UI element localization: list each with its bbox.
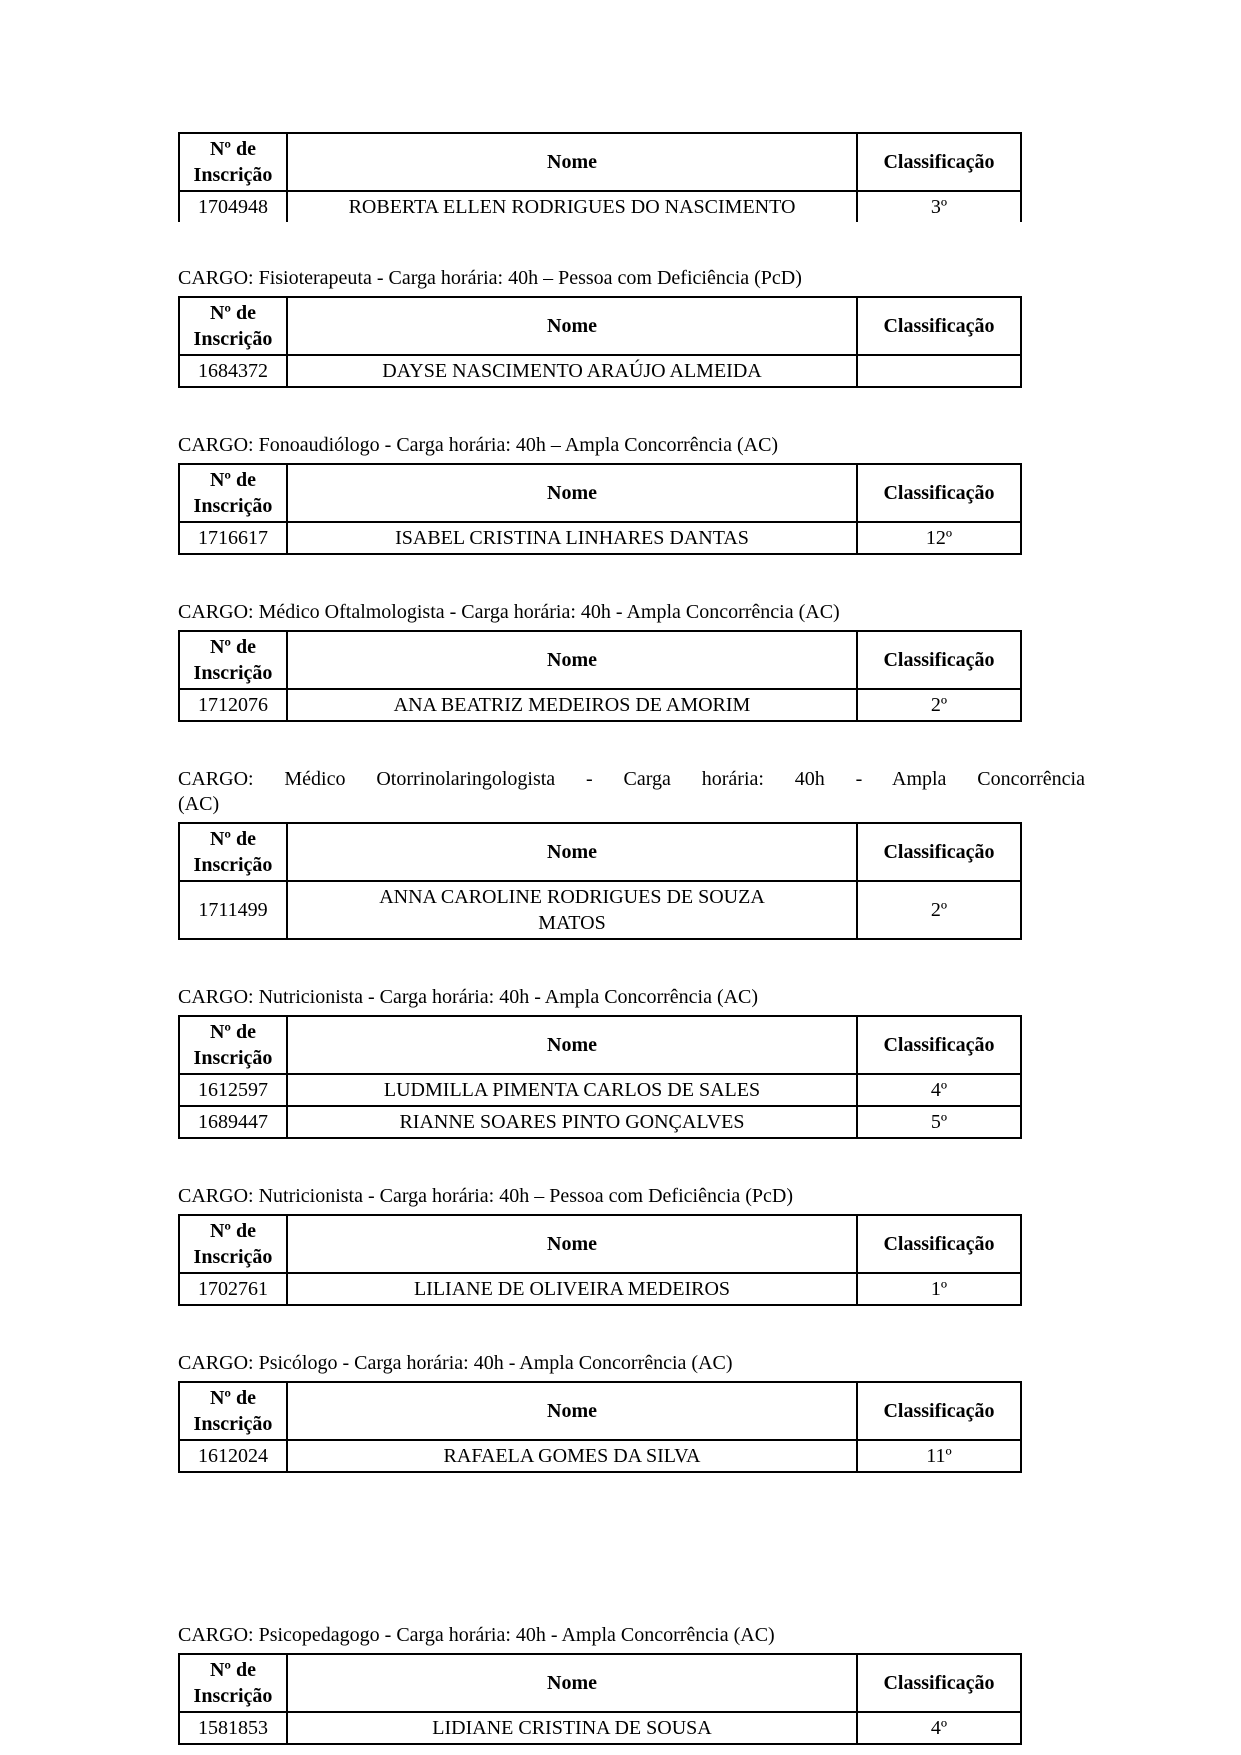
cell-inscricao: 1684372 [179, 355, 287, 387]
cargo-section [178, 600, 1241, 722]
table-header-row [179, 1654, 1021, 1712]
col-header-nome: Nome [287, 823, 857, 881]
col-header-classificacao: Classificação [857, 1382, 1021, 1440]
table-row [179, 1106, 1021, 1138]
cargo-section [178, 266, 1241, 388]
col-header-classificacao: Classificação [857, 631, 1021, 689]
cell-inscricao: 1689447 [179, 1106, 287, 1138]
cargo-heading: CARGO: Psicólogo - Carga horária: 40h - Ampla Concorrência (AC) [178, 1352, 733, 1374]
classification-table [178, 296, 1022, 388]
cell-classificacao: 12º [857, 522, 1021, 554]
cell-nome: ANA BEATRIZ MEDEIROS DE AMORIM [287, 689, 857, 721]
table-row [179, 1273, 1021, 1305]
cargo-section [178, 767, 1241, 940]
col-header-inscricao: Nº de Inscrição [179, 1016, 287, 1074]
table-row [179, 355, 1021, 387]
table-header-row [179, 1382, 1021, 1440]
table-row [179, 191, 1021, 222]
col-header-classificacao: Classificação [857, 1016, 1021, 1074]
document-page [178, 132, 1241, 1745]
col-header-nome: Nome [287, 1215, 857, 1273]
cell-nome: LUDMILLA PIMENTA CARLOS DE SALES [287, 1074, 857, 1106]
cell-classificacao: 4º [857, 1712, 1021, 1744]
cell-classificacao: 5º [857, 1106, 1021, 1138]
col-header-nome: Nome [287, 1382, 857, 1440]
cell-nome: DAYSE NASCIMENTO ARAÚJO ALMEIDA [287, 355, 857, 387]
cargo-heading-line1: CARGO: Médico Otorrinolaringologista - Carga horária: 40h - Ampla Concorrência [178, 768, 1085, 790]
cargo-section [178, 1623, 1241, 1745]
col-header-nome: Nome [287, 464, 857, 522]
cargo-heading: CARGO: Médico Oftalmologista - Carga horária: 40h - Ampla Concorrência (AC) [178, 601, 840, 623]
col-header-inscricao: Nº de Inscrição [179, 464, 287, 522]
table-header-row [179, 133, 1021, 191]
cargo-heading: CARGO: Nutricionista - Carga horária: 40h - Ampla Concorrência (AC) [178, 986, 759, 1008]
table-row [179, 522, 1021, 554]
col-header-classificacao: Classificação [857, 297, 1021, 355]
col-header-nome: Nome [287, 631, 857, 689]
col-header-classificacao: Classificação [857, 464, 1021, 522]
col-header-classificacao: Classificação [857, 1215, 1021, 1273]
cell-classificacao: 11º [857, 1440, 1021, 1472]
cell-inscricao: 1612597 [179, 1074, 287, 1106]
cell-nome: RIANNE SOARES PINTO GONÇALVES [287, 1106, 857, 1138]
table-header-row [179, 1016, 1021, 1074]
classification-table [178, 463, 1022, 555]
classification-table [178, 1015, 1022, 1139]
cargo-heading: CARGO: Psicopedagogo - Carga horária: 40h - Ampla Concorrência (AC) [178, 1624, 775, 1646]
table-header-row [179, 297, 1021, 355]
cell-inscricao: 1612024 [179, 1440, 287, 1472]
table-row [179, 881, 1021, 939]
table-header-row [179, 464, 1021, 522]
cell-inscricao: 1716617 [179, 522, 287, 554]
cell-nome [287, 881, 857, 939]
col-header-inscricao: Nº de Inscrição [179, 1215, 287, 1273]
cell-nome: RAFAELA GOMES DA SILVA [287, 1440, 857, 1472]
cell-classificacao: 1º [857, 1273, 1021, 1305]
col-header-inscricao: Nº de Inscrição [179, 631, 287, 689]
cell-nome: ROBERTA ELLEN RODRIGUES DO NASCIMENTO [287, 191, 857, 222]
col-header-nome: Nome [287, 133, 857, 191]
cell-nome: LIDIANE CRISTINA DE SOUSA [287, 1712, 857, 1744]
table-header-row [179, 1215, 1021, 1273]
col-header-classificacao: Classificação [857, 823, 1021, 881]
cell-inscricao: 1702761 [179, 1273, 287, 1305]
cell-nome-line1: ANNA CAROLINE RODRIGUES DE SOUZA [379, 886, 765, 908]
cargo-section [178, 1351, 1241, 1473]
cell-classificacao: 3º [857, 191, 1021, 222]
cell-inscricao: 1711499 [179, 881, 287, 939]
col-header-nome: Nome [287, 1016, 857, 1074]
col-header-inscricao: Nº de Inscrição [179, 297, 287, 355]
col-header-nome: Nome [287, 297, 857, 355]
table-row [179, 689, 1021, 721]
table-header-row [179, 823, 1021, 881]
col-header-nome: Nome [287, 1654, 857, 1712]
cell-nome-line2: MATOS [538, 912, 606, 934]
classification-table [178, 1653, 1022, 1745]
col-header-classificacao: Classificação [857, 133, 1021, 191]
table-row [179, 1440, 1021, 1472]
cell-inscricao: 1712076 [179, 689, 287, 721]
cargo-heading: CARGO: Fisioterapeuta - Carga horária: 40h – Pessoa com Deficiência (PcD) [178, 267, 802, 289]
cargo-heading: CARGO: Nutricionista - Carga horária: 40h – Pessoa com Deficiência (PcD) [178, 1185, 794, 1207]
classification-table [178, 1381, 1022, 1473]
table-header-row [179, 631, 1021, 689]
cargo-heading [178, 767, 1085, 817]
cell-classificacao [857, 355, 1021, 387]
table-row [179, 1074, 1021, 1106]
classification-table [178, 132, 1022, 222]
col-header-inscricao: Nº de Inscrição [179, 823, 287, 881]
classification-table [178, 630, 1022, 722]
col-header-inscricao: Nº de Inscrição [179, 1654, 287, 1712]
cargo-section [178, 985, 1241, 1139]
col-header-inscricao: Nº de Inscrição [179, 1382, 287, 1440]
cell-inscricao: 1704948 [179, 191, 287, 222]
cell-nome: ISABEL CRISTINA LINHARES DANTAS [287, 522, 857, 554]
cell-classificacao: 2º [857, 881, 1021, 939]
cell-nome: LILIANE DE OLIVEIRA MEDEIROS [287, 1273, 857, 1305]
col-header-classificacao: Classificação [857, 1654, 1021, 1712]
cell-classificacao: 2º [857, 689, 1021, 721]
classification-table [178, 822, 1022, 940]
col-header-inscricao: Nº de Inscrição [179, 133, 287, 191]
cell-classificacao: 4º [857, 1074, 1021, 1106]
table-row [179, 1712, 1021, 1744]
cell-inscricao: 1581853 [179, 1712, 287, 1744]
cargo-section [178, 1184, 1241, 1306]
cargo-section [178, 132, 1241, 222]
cargo-heading-line2: (AC) [178, 793, 220, 815]
cargo-heading: CARGO: Fonoaudiólogo - Carga horária: 40h – Ampla Concorrência (AC) [178, 434, 779, 456]
cargo-section [178, 433, 1241, 555]
classification-table [178, 1214, 1022, 1306]
